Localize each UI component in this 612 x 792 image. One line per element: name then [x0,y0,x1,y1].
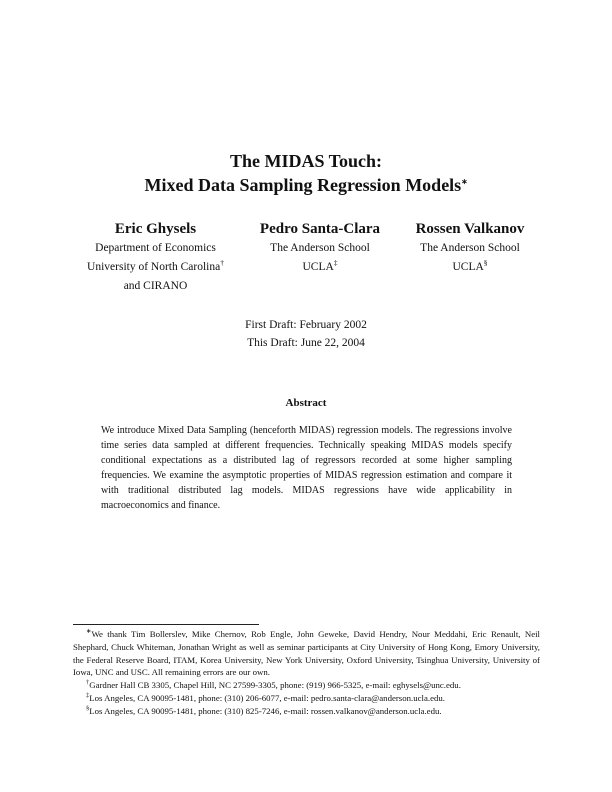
paper-title [0,149,612,197]
footnote-mark: § [483,258,488,268]
footnote: ‡Los Angeles, CA 90095-1481, phone: (310) 206-6077, e-mail: pedro.santa-clara@anderson.ucla.edu. [86,692,445,703]
abstract-body: We introduce Mixed Data Sampling (henceforth MIDAS) regression models. The regressions involve time series data sampled at different frequencies. Technically speaking MIDAS models specify conditional expectations as a distributed lag of regressors recorded at some higher sampling frequencies. We examine the asymptotic properties of MIDAS regression estimation and compare it with traditional distributed lag models. MIDAS regressions have wide applicability in macroeconomics and finance. [101,425,512,512]
title-line-1: The MIDAS Touch: [229,151,383,171]
title-line-2: Mixed Data Sampling Regression Models∗ [144,175,468,195]
author-name: Eric Ghysels [114,221,197,237]
footnotes [73,628,540,718]
author-affiliation: The Anderson School [420,242,520,254]
footnote-mark: † [220,258,224,268]
this-draft-date: This Draft: June 22, 2004 [247,337,365,349]
footnote: ∗We thank Tim Bollerslev, Mike Chernov, Rob Engle, John Geweke, David Hendry, Nour Meddahi, Eric Renault, Neil Shephard, Chuck Whiteman, Jonathan Wright as well as seminar participants at City University of Hong Kong, Emory University, the Federal Reserve Board, ITAM, Korea University, New York University, Oxford University, Tsinghua University, University of Iowa, UNC and USC. All remaining errors are our own. [73,628,540,678]
title-footnote-mark: ∗ [461,177,468,186]
author-ghysels [73,220,238,296]
author-affiliation: University of North Carolina† [87,258,224,273]
footnote-mark: ‡ [333,258,338,268]
abstract-heading: Abstract [285,397,327,409]
author-affiliation: and CIRANO [123,280,188,292]
author-affiliation: Department of Economics [95,242,216,254]
author-affiliation: UCLA§ [452,258,488,273]
author-name: Rossen Valkanov [415,221,525,237]
author-valkanov [400,220,540,277]
author-santa-clara [240,220,400,277]
footnote: §Los Angeles, CA 90095-1481, phone: (310) 825-7246, e-mail: rossen.valkanov@anderson.ucla.edu. [86,704,442,716]
first-draft-date: First Draft: February 2002 [245,319,367,331]
author-affiliation: UCLA‡ [302,258,338,273]
author-affiliation: The Anderson School [270,242,370,254]
footnote-mark: † [86,679,90,687]
footnote: †Gardner Hall CB 3305, Chapel Hill, NC 27599-3305, phone: (919) 966-5325, e-mail: eghysels@unc.edu. [86,679,461,691]
author-name: Pedro Santa-Clara [259,221,381,237]
footnote-divider [73,624,259,625]
draft-dates [0,316,612,352]
footnote-mark: ∗ [86,628,92,636]
footnote-mark: § [86,704,90,712]
footnote-mark: ‡ [86,692,90,700]
